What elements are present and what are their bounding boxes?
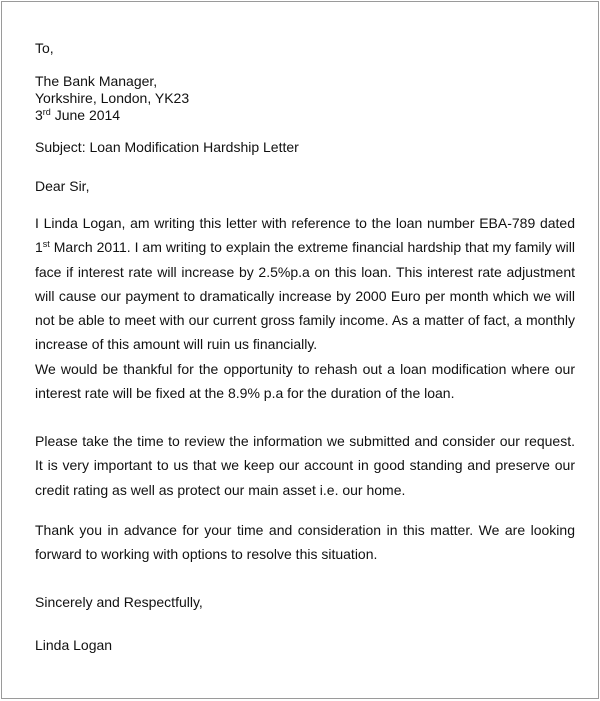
greeting: Dear Sir,: [35, 178, 90, 194]
subject-line: Subject: Loan Modification Hardship Letter: [35, 139, 299, 155]
paragraph-1: I Linda Logan, am writing this letter with reference to the loan number EBA-789 dated 1st March 2011. I am writing to explain the extreme financial hardship that my family will face if interest rate will increase by 2.5%p.a on this loan. This interest rate adjustment will cause our payment to dramatically increase by 2000 Euro per month which we will not be able to meet with our current gross family income. As a matter of fact, a monthly increase of this amount will ruin us financially. We would be thankful for the opportunity to rehash out a loan modification where our interest rate will be fixed at the 8.9% p.a for the duration of the loan.: [35, 215, 575, 402]
recipient-line-2: Yorkshire, London, YK23: [35, 90, 190, 106]
recipient-line-1: The Bank Manager,: [35, 73, 158, 89]
paragraph-3: Thank you in advance for your time and consideration in this matter. We are looking forward to working with options to resolve this situation.: [35, 522, 575, 563]
letter-page: [1, 1, 599, 699]
salutation-to: To,: [35, 40, 54, 56]
signature: Linda Logan: [35, 637, 113, 653]
closing: Sincerely and Respectfully,: [35, 594, 203, 610]
letter-date: 3rd June 2014: [35, 107, 121, 123]
paragraph-2: Please take the time to review the information we submitted and consider our request. It is very important to us that we keep our account in good standing and preserve our credit rating as well as protect our main asset i.e. our home.: [35, 433, 575, 498]
